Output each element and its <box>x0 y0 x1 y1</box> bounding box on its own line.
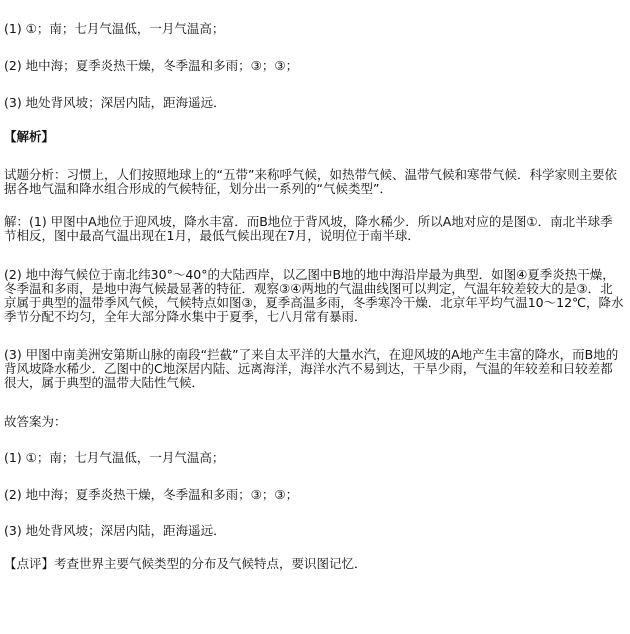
solution-part-3: (3) 甲图中南美洲安第斯山脉的南段“拦截”了来自太平洋的大量水汽，在迎风坡的A地产生丰富的降水，而B地的背风坡降水稀少．乙图中的C地深居内陆、远离海洋，海洋水汽不易到达，干旱少雨，气温的年较差和日较差都很大，属于典型的温带大陆性气候． <box>4 347 619 390</box>
answer-label: 故答案为： <box>4 414 67 429</box>
answer-bottom-1: (1) ①；南；七月气温低，一月气温高； <box>4 450 225 465</box>
comment: 【点评】考查世界主要气候类型的分布及气候特点，要识图记忆． <box>4 556 367 571</box>
answer-top-2: (2) 地中海；夏季炎热干燥，冬季温和多雨；③；③； <box>4 58 299 73</box>
analysis-heading: 【解析】 <box>4 129 55 144</box>
answer-bottom-2: (2) 地中海；夏季炎热干燥，冬季温和多雨；③；③； <box>4 487 299 502</box>
analysis-intro: 试题分析：习惯上，人们按照地球上的“五带”来称呼气候，如热带气候、温带气候和寒带气候．科学家则主要依据各地气温和降水组合形成的气候特征，划分出一系列的“气候类型”． <box>4 167 617 196</box>
solution-part-2: (2) 地中海气候位于南北纬30°～40°的大陆西岸，以乙图中B地的地中海沿岸最为典型．如图④夏季炎热干燥，冬季温和多雨，是地中海气候最显著的特征．观察③④两地的气温曲线图可以判定，气温年较差较大的是③．北京属于典型的温带季风气候，气候特点如图③，夏季高温多雨，冬季寒冷干燥．北京年平均气温10～12℃，降水季节分配不均匀，全年大部分降水集中于夏季，七八月常有暴雨． <box>4 267 624 324</box>
answer-top-1: (1) ①；南；七月气温低，一月气温高； <box>4 21 225 36</box>
answer-bottom-3: (3) 地处背风坡；深居内陆，距海遥远． <box>4 523 226 538</box>
answer-top-3: (3) 地处背风坡；深居内陆，距海遥远． <box>4 95 226 110</box>
solution-part-1: 解：(1) 甲图中A地位于迎风坡，降水丰富．而B地位于背风坡，降水稀少．所以A地对应的是图①．南北半球季节相反，图中最高气温出现在1月，最低气候出现在7月，说明位于南半球． <box>4 214 613 243</box>
